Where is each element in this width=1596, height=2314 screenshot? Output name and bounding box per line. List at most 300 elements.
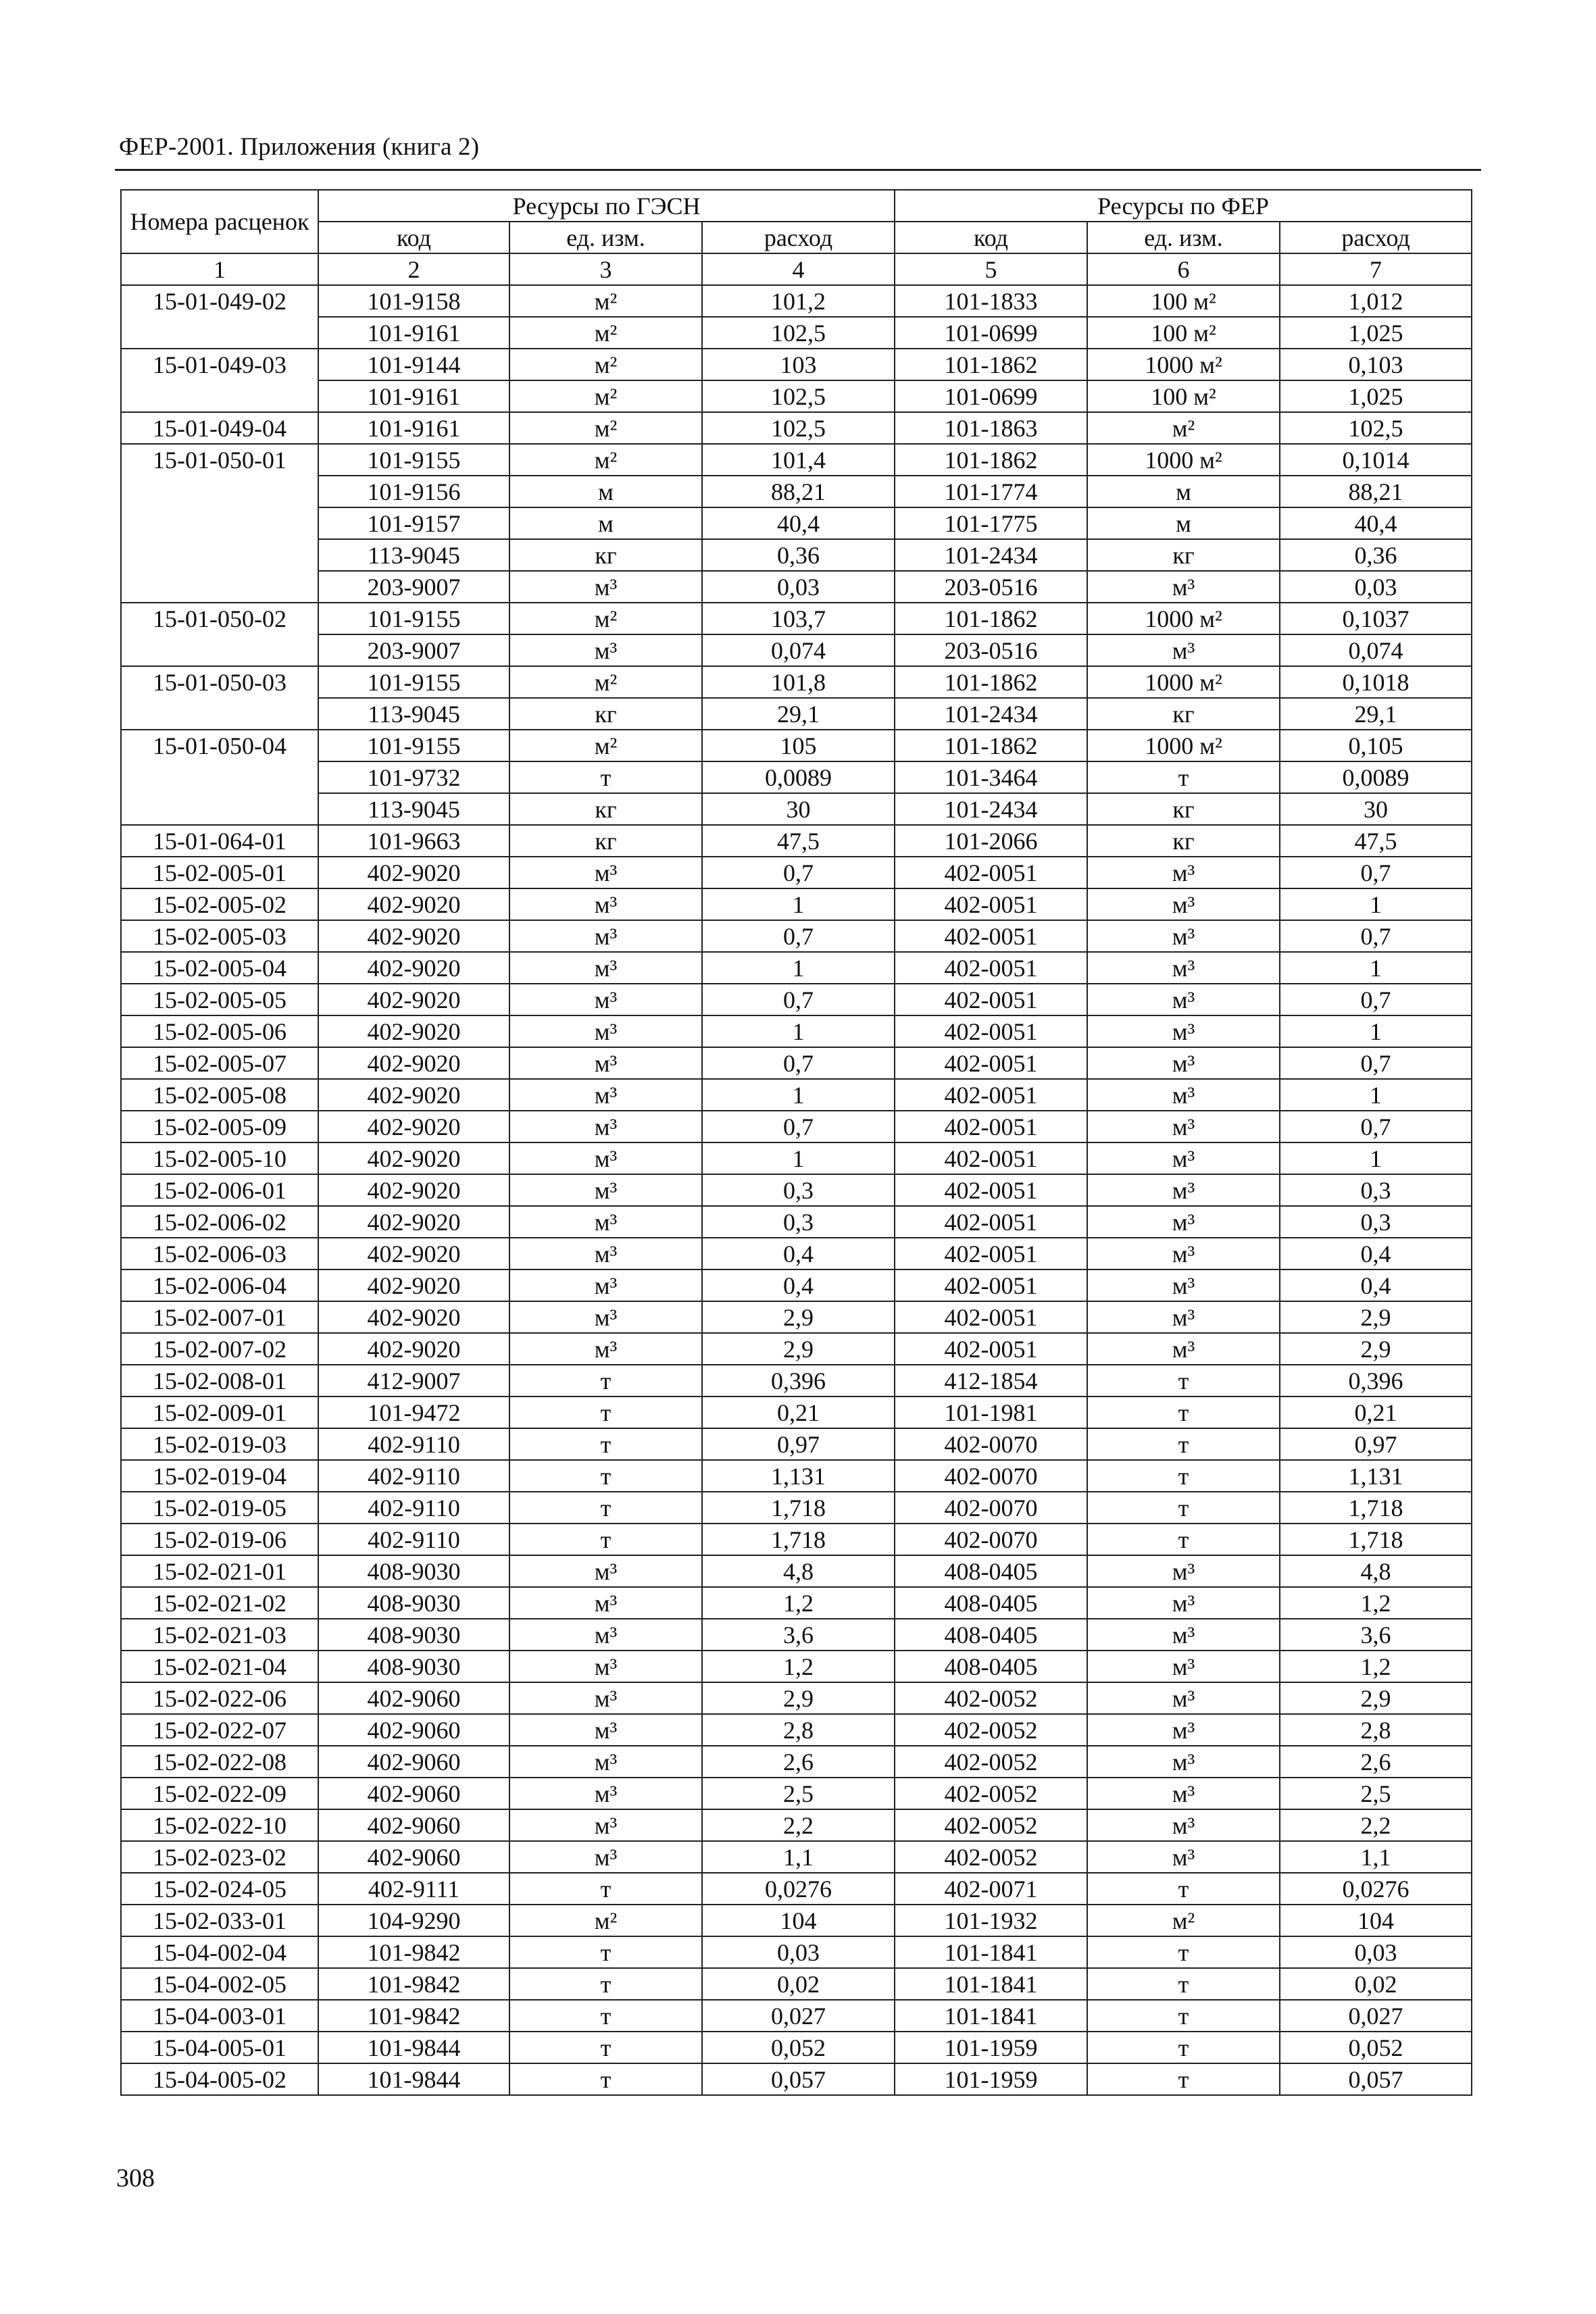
table-row: [121, 920, 1472, 952]
gesn-code: 203-9007: [318, 634, 509, 666]
rate-number: 15-02-022-10: [121, 1809, 318, 1841]
fer-code: 101-1862: [895, 730, 1087, 761]
gesn-unit: т: [509, 1365, 702, 1397]
fer-code: 101-1862: [895, 349, 1087, 380]
fer-unit: м³: [1087, 1238, 1280, 1269]
gesn-unit: кг: [509, 539, 702, 571]
gesn-code: 101-9161: [318, 380, 509, 412]
column-number: 2: [318, 253, 509, 285]
gesn-qty: 0,02: [702, 1968, 895, 2000]
fer-unit: м³: [1087, 1809, 1280, 1841]
rate-number: 15-02-005-04: [121, 952, 318, 984]
fer-unit: т: [1087, 1524, 1280, 1555]
gesn-unit: м³: [509, 857, 702, 888]
rate-number: 15-02-021-04: [121, 1651, 318, 1682]
fer-code: 203-0516: [895, 634, 1087, 666]
fer-unit: 1000 м²: [1087, 349, 1280, 380]
gesn-code: 402-9020: [318, 1301, 509, 1333]
gesn-code: 402-9020: [318, 888, 509, 920]
fer-code: 101-0699: [895, 317, 1087, 349]
fer-code: 402-0051: [895, 888, 1087, 920]
gesn-qty: 1,2: [702, 1587, 895, 1619]
gesn-unit: м³: [509, 1682, 702, 1714]
fer-qty: 0,105: [1280, 730, 1472, 761]
gesn-code: 402-9020: [318, 920, 509, 952]
rate-number: [121, 698, 318, 730]
rate-number: 15-02-021-01: [121, 1555, 318, 1587]
gesn-qty: 104: [702, 1905, 895, 1936]
gesn-unit: м²: [509, 349, 702, 380]
gesn-unit: т: [509, 1968, 702, 2000]
header-gesn-resources: Ресурсы по ГЭСН: [318, 190, 895, 222]
fer-qty: 2,2: [1280, 1809, 1472, 1841]
fer-qty: 0,3: [1280, 1206, 1472, 1238]
table-row: [121, 1714, 1472, 1746]
gesn-qty: 103: [702, 349, 895, 380]
gesn-qty: 2,6: [702, 1746, 895, 1778]
fer-code: 101-1862: [895, 666, 1087, 698]
rate-number: 15-01-050-04: [121, 730, 318, 761]
fer-unit: т: [1087, 761, 1280, 793]
gesn-unit: т: [509, 2000, 702, 2032]
table-row: [121, 603, 1472, 634]
table-row: [121, 285, 1472, 317]
fer-qty: 0,36: [1280, 539, 1472, 571]
gesn-qty: 0,4: [702, 1238, 895, 1269]
page-number: 308: [116, 2164, 155, 2192]
rate-number: 15-04-002-05: [121, 1968, 318, 2000]
fer-code: 101-3464: [895, 761, 1087, 793]
gesn-code: 101-9155: [318, 603, 509, 634]
gesn-code: 101-9155: [318, 730, 509, 761]
fer-unit: т: [1087, 1397, 1280, 1428]
gesn-qty: 1: [702, 1015, 895, 1047]
fer-code: 408-0405: [895, 1555, 1087, 1587]
table-row: [121, 984, 1472, 1015]
gesn-qty: 0,0089: [702, 761, 895, 793]
gesn-unit: т: [509, 1428, 702, 1460]
fer-unit: 100 м²: [1087, 285, 1280, 317]
fer-unit: м³: [1087, 1333, 1280, 1365]
fer-code: 402-0070: [895, 1428, 1087, 1460]
gesn-code: 402-9020: [318, 952, 509, 984]
gesn-qty: 88,21: [702, 476, 895, 507]
fer-qty: 0,03: [1280, 1936, 1472, 1968]
rate-number: 15-02-005-06: [121, 1015, 318, 1047]
fer-qty: 0,21: [1280, 1397, 1472, 1428]
table-row: [121, 1111, 1472, 1142]
gesn-unit: т: [509, 761, 702, 793]
fer-unit: 100 м²: [1087, 380, 1280, 412]
gesn-qty: 0,7: [702, 920, 895, 952]
rate-number: 15-02-023-02: [121, 1841, 318, 1873]
gesn-qty: 1,718: [702, 1524, 895, 1555]
gesn-unit: м³: [509, 984, 702, 1015]
fer-unit: кг: [1087, 825, 1280, 857]
column-number: 4: [702, 253, 895, 285]
gesn-code: 101-9156: [318, 476, 509, 507]
fer-unit: 1000 м²: [1087, 603, 1280, 634]
fer-code: 101-1774: [895, 476, 1087, 507]
fer-code: 402-0051: [895, 857, 1087, 888]
gesn-qty: 1: [702, 888, 895, 920]
gesn-qty: 1: [702, 952, 895, 984]
gesn-qty: 0,3: [702, 1206, 895, 1238]
header-rate-numbers: Номера расценок: [121, 190, 318, 253]
header-fer-unit: ед. изм.: [1087, 222, 1280, 253]
fer-qty: 0,0089: [1280, 761, 1472, 793]
gesn-unit: м³: [509, 1174, 702, 1206]
gesn-qty: 1,131: [702, 1460, 895, 1492]
table-row: [121, 1492, 1472, 1524]
fer-code: 402-0052: [895, 1809, 1087, 1841]
gesn-unit: м³: [509, 1333, 702, 1365]
fer-unit: м³: [1087, 888, 1280, 920]
fer-code: 402-0051: [895, 1142, 1087, 1174]
gesn-unit: м²: [509, 1905, 702, 1936]
table-row: [121, 634, 1472, 666]
fer-qty: 0,027: [1280, 2000, 1472, 2032]
gesn-qty: 29,1: [702, 698, 895, 730]
gesn-unit: м³: [509, 1269, 702, 1301]
fer-qty: 1,2: [1280, 1587, 1472, 1619]
fer-code: 408-0405: [895, 1651, 1087, 1682]
fer-code: 101-0699: [895, 380, 1087, 412]
fer-code: 402-0070: [895, 1492, 1087, 1524]
fer-qty: 0,1018: [1280, 666, 1472, 698]
table-row: [121, 476, 1472, 507]
fer-code: 402-0051: [895, 1079, 1087, 1111]
gesn-qty: 101,8: [702, 666, 895, 698]
fer-code: 402-0051: [895, 920, 1087, 952]
rate-number: 15-02-006-03: [121, 1238, 318, 1269]
rate-number: 15-01-050-02: [121, 603, 318, 634]
gesn-unit: м²: [509, 380, 702, 412]
gesn-code: 101-9161: [318, 317, 509, 349]
table-row: [121, 857, 1472, 888]
fer-code: 203-0516: [895, 571, 1087, 603]
gesn-qty: 2,2: [702, 1809, 895, 1841]
fer-qty: 29,1: [1280, 698, 1472, 730]
gesn-code: 402-9020: [318, 1047, 509, 1079]
gesn-qty: 0,21: [702, 1397, 895, 1428]
resource-table: [120, 189, 1472, 2096]
rate-number: 15-02-005-03: [121, 920, 318, 952]
fer-qty: 0,7: [1280, 857, 1472, 888]
gesn-qty: 0,36: [702, 539, 895, 571]
fer-unit: м³: [1087, 1174, 1280, 1206]
table-row: [121, 1524, 1472, 1555]
rate-number: [121, 539, 318, 571]
gesn-code: 402-9110: [318, 1428, 509, 1460]
gesn-unit: м²: [509, 603, 702, 634]
fer-code: 402-0051: [895, 1269, 1087, 1301]
gesn-qty: 102,5: [702, 412, 895, 444]
gesn-code: 113-9045: [318, 698, 509, 730]
gesn-unit: м³: [509, 1142, 702, 1174]
gesn-unit: кг: [509, 793, 702, 825]
fer-unit: м³: [1087, 984, 1280, 1015]
table-row: [121, 1301, 1472, 1333]
gesn-qty: 0,396: [702, 1365, 895, 1397]
gesn-code: 402-9110: [318, 1524, 509, 1555]
fer-unit: м³: [1087, 1079, 1280, 1111]
table-row: [121, 1873, 1472, 1905]
fer-code: 402-0051: [895, 1206, 1087, 1238]
table-row: [121, 1905, 1472, 1936]
table-row: [121, 1968, 1472, 2000]
gesn-qty: 2,9: [702, 1333, 895, 1365]
table-row: [121, 1682, 1472, 1714]
gesn-code: 402-9060: [318, 1714, 509, 1746]
gesn-unit: м³: [509, 1301, 702, 1333]
gesn-code: 402-9060: [318, 1682, 509, 1714]
gesn-unit: м³: [509, 1651, 702, 1682]
fer-qty: 0,396: [1280, 1365, 1472, 1397]
fer-qty: 40,4: [1280, 507, 1472, 539]
gesn-unit: м³: [509, 1587, 702, 1619]
gesn-qty: 0,03: [702, 1936, 895, 1968]
fer-unit: м³: [1087, 1142, 1280, 1174]
rate-number: 15-02-005-09: [121, 1111, 318, 1142]
gesn-code: 402-9020: [318, 1174, 509, 1206]
fer-unit: м³: [1087, 571, 1280, 603]
fer-code: 101-2434: [895, 793, 1087, 825]
fer-unit: м: [1087, 476, 1280, 507]
fer-qty: 2,9: [1280, 1301, 1472, 1333]
fer-code: 101-1863: [895, 412, 1087, 444]
table-row: [121, 1269, 1472, 1301]
table-body: [121, 285, 1472, 2095]
gesn-qty: 0,057: [702, 2063, 895, 2095]
header-fer-resources: Ресурсы по ФЕР: [895, 190, 1472, 222]
fer-qty: 1: [1280, 888, 1472, 920]
rate-number: 15-02-022-06: [121, 1682, 318, 1714]
fer-unit: т: [1087, 2000, 1280, 2032]
gesn-unit: м³: [509, 1111, 702, 1142]
table-row: [121, 1015, 1472, 1047]
table-row: [121, 1746, 1472, 1778]
fer-code: 408-0405: [895, 1619, 1087, 1651]
fer-qty: 0,7: [1280, 984, 1472, 1015]
gesn-qty: 0,027: [702, 2000, 895, 2032]
gesn-qty: 0,7: [702, 984, 895, 1015]
gesn-qty: 102,5: [702, 317, 895, 349]
rate-number: 15-02-022-08: [121, 1746, 318, 1778]
table-row: [121, 1936, 1472, 1968]
gesn-code: 402-9111: [318, 1873, 509, 1905]
rate-number: [121, 476, 318, 507]
header-fer-code: код: [895, 222, 1087, 253]
fer-qty: 1: [1280, 1142, 1472, 1174]
gesn-code: 104-9290: [318, 1905, 509, 1936]
fer-qty: 1,025: [1280, 317, 1472, 349]
gesn-qty: 47,5: [702, 825, 895, 857]
table-row: [121, 444, 1472, 476]
gesn-qty: 1,2: [702, 1651, 895, 1682]
fer-code: 402-0052: [895, 1746, 1087, 1778]
table-row: [121, 1079, 1472, 1111]
table-row: [121, 1174, 1472, 1206]
fer-qty: 1,718: [1280, 1492, 1472, 1524]
gesn-unit: м³: [509, 1015, 702, 1047]
fer-unit: м³: [1087, 920, 1280, 952]
fer-code: 101-1862: [895, 444, 1087, 476]
fer-code: 402-0052: [895, 1841, 1087, 1873]
gesn-code: 101-9732: [318, 761, 509, 793]
column-number: 3: [509, 253, 702, 285]
table-row: [121, 761, 1472, 793]
fer-qty: 0,03: [1280, 571, 1472, 603]
gesn-code: 402-9060: [318, 1746, 509, 1778]
gesn-qty: 0,4: [702, 1269, 895, 1301]
gesn-code: 101-9158: [318, 285, 509, 317]
gesn-qty: 4,8: [702, 1555, 895, 1587]
fer-unit: м: [1087, 507, 1280, 539]
gesn-qty: 0,97: [702, 1428, 895, 1460]
gesn-unit: м³: [509, 1206, 702, 1238]
gesn-qty: 0,0276: [702, 1873, 895, 1905]
rate-number: [121, 634, 318, 666]
fer-unit: кг: [1087, 793, 1280, 825]
fer-code: 101-2066: [895, 825, 1087, 857]
fer-qty: 47,5: [1280, 825, 1472, 857]
table-row: [121, 1365, 1472, 1397]
fer-unit: т: [1087, 1428, 1280, 1460]
gesn-unit: м³: [509, 1555, 702, 1587]
gesn-qty: 0,7: [702, 857, 895, 888]
gesn-unit: кг: [509, 698, 702, 730]
fer-qty: 0,3: [1280, 1174, 1472, 1206]
fer-qty: 0,7: [1280, 1047, 1472, 1079]
rate-number: 15-01-049-03: [121, 349, 318, 380]
header-gesn-unit: ед. изм.: [509, 222, 702, 253]
rate-number: 15-02-007-02: [121, 1333, 318, 1365]
gesn-unit: кг: [509, 825, 702, 857]
gesn-code: 101-9844: [318, 2032, 509, 2063]
fer-unit: т: [1087, 1873, 1280, 1905]
rate-number: 15-02-006-04: [121, 1269, 318, 1301]
fer-qty: 2,9: [1280, 1682, 1472, 1714]
fer-qty: 30: [1280, 793, 1472, 825]
column-number: 6: [1087, 253, 1280, 285]
table-row: [121, 1778, 1472, 1809]
gesn-code: 402-9020: [318, 1269, 509, 1301]
fer-qty: 2,5: [1280, 1778, 1472, 1809]
fer-code: 402-0051: [895, 1333, 1087, 1365]
gesn-unit: м³: [509, 888, 702, 920]
fer-qty: 3,6: [1280, 1619, 1472, 1651]
fer-unit: кг: [1087, 539, 1280, 571]
rate-number: 15-02-019-06: [121, 1524, 318, 1555]
column-number: 5: [895, 253, 1087, 285]
gesn-code: 101-9157: [318, 507, 509, 539]
fer-code: 101-1841: [895, 1936, 1087, 1968]
gesn-code: 402-9020: [318, 1142, 509, 1174]
gesn-code: 101-9842: [318, 1936, 509, 1968]
fer-unit: т: [1087, 2063, 1280, 2095]
table-row: [121, 317, 1472, 349]
gesn-code: 203-9007: [318, 571, 509, 603]
fer-qty: 0,7: [1280, 920, 1472, 952]
gesn-unit: м³: [509, 952, 702, 984]
gesn-qty: 0,03: [702, 571, 895, 603]
gesn-code: 408-9030: [318, 1651, 509, 1682]
gesn-unit: м³: [509, 1238, 702, 1269]
fer-unit: м³: [1087, 1555, 1280, 1587]
rate-number: [121, 507, 318, 539]
table-row: [121, 349, 1472, 380]
table-row: [121, 1555, 1472, 1587]
gesn-code: 412-9007: [318, 1365, 509, 1397]
fer-code: 101-2434: [895, 539, 1087, 571]
header-rule: [115, 169, 1481, 171]
rate-number: 15-01-064-01: [121, 825, 318, 857]
fer-unit: т: [1087, 1365, 1280, 1397]
gesn-qty: 102,5: [702, 380, 895, 412]
fer-code: 402-0052: [895, 1682, 1087, 1714]
gesn-code: 101-9842: [318, 1968, 509, 2000]
gesn-qty: 0,052: [702, 2032, 895, 2063]
fer-unit: м³: [1087, 1047, 1280, 1079]
fer-code: 101-1932: [895, 1905, 1087, 1936]
fer-qty: 0,1014: [1280, 444, 1472, 476]
fer-unit: м³: [1087, 1746, 1280, 1778]
gesn-qty: 101,2: [702, 285, 895, 317]
fer-qty: 2,9: [1280, 1333, 1472, 1365]
fer-code: 101-1959: [895, 2063, 1087, 2095]
rate-number: 15-01-049-02: [121, 285, 318, 317]
gesn-code: 402-9020: [318, 1111, 509, 1142]
fer-qty: 1,718: [1280, 1524, 1472, 1555]
gesn-code: 101-9155: [318, 444, 509, 476]
fer-code: 101-1862: [895, 603, 1087, 634]
fer-code: 412-1854: [895, 1365, 1087, 1397]
gesn-unit: м²: [509, 412, 702, 444]
table-row: [121, 380, 1472, 412]
fer-unit: м³: [1087, 1301, 1280, 1333]
gesn-unit: м³: [509, 1047, 702, 1079]
fer-qty: 102,5: [1280, 412, 1472, 444]
gesn-code: 408-9030: [318, 1587, 509, 1619]
table-row: [121, 507, 1472, 539]
gesn-qty: 0,3: [702, 1174, 895, 1206]
rate-number: 15-02-005-05: [121, 984, 318, 1015]
fer-qty: 0,103: [1280, 349, 1472, 380]
gesn-unit: м: [509, 476, 702, 507]
gesn-qty: 2,5: [702, 1778, 895, 1809]
fer-code: 402-0051: [895, 1047, 1087, 1079]
table-row: [121, 1333, 1472, 1365]
gesn-unit: м³: [509, 1079, 702, 1111]
fer-unit: м³: [1087, 1015, 1280, 1047]
fer-qty: 1,131: [1280, 1460, 1472, 1492]
fer-code: 402-0051: [895, 1015, 1087, 1047]
fer-qty: 0,97: [1280, 1428, 1472, 1460]
fer-code: 402-0070: [895, 1460, 1087, 1492]
gesn-unit: м²: [509, 666, 702, 698]
gesn-qty: 2,9: [702, 1301, 895, 1333]
gesn-qty: 2,8: [702, 1714, 895, 1746]
rate-number: 15-02-033-01: [121, 1905, 318, 1936]
fer-unit: м³: [1087, 1206, 1280, 1238]
gesn-qty: 3,6: [702, 1619, 895, 1651]
rate-number: 15-01-050-03: [121, 666, 318, 698]
table-row: [121, 730, 1472, 761]
fer-code: 402-0051: [895, 984, 1087, 1015]
fer-unit: м²: [1087, 1905, 1280, 1936]
fer-code: 402-0071: [895, 1873, 1087, 1905]
